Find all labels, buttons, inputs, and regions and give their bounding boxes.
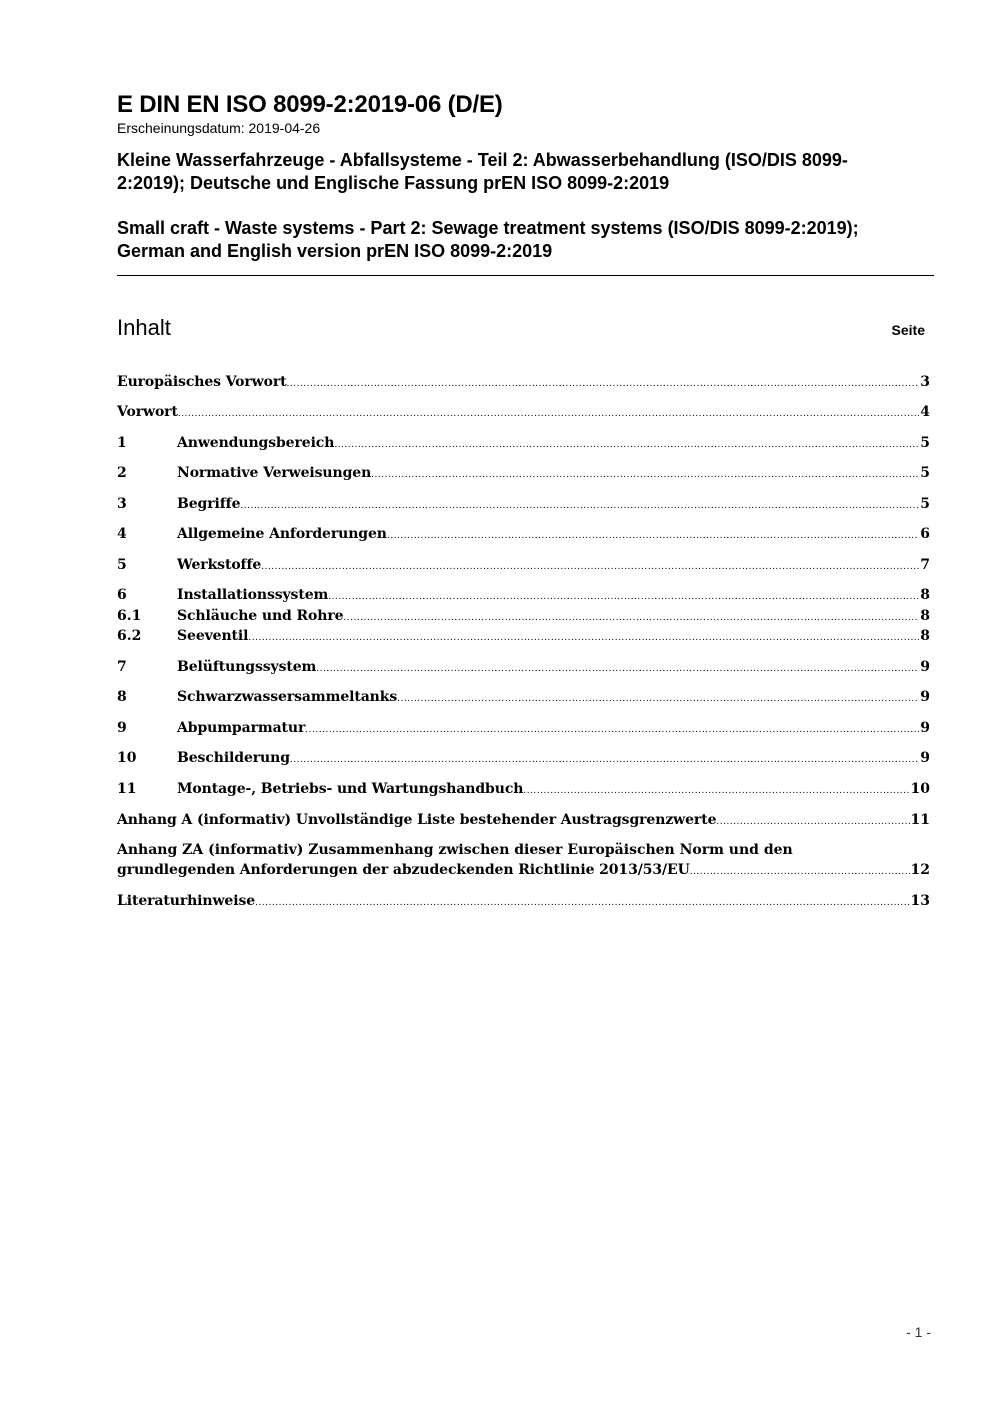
toc-entry[interactable] (117, 606, 930, 626)
toc-entry-text: Schläuche und Rohre (177, 608, 344, 624)
toc-entry-text: Vorwort (117, 404, 178, 420)
toc-entry-page: 8 (920, 608, 930, 624)
toc-entry-number: 6.1 (117, 608, 142, 624)
document-id: E DIN EN ISO 8099-2:2019-06 (D/E) (117, 91, 503, 118)
toc-entry[interactable] (117, 779, 930, 799)
toc-leader-dots (305, 718, 919, 738)
toc-leader-dots (716, 810, 909, 830)
toc-entry-page: 13 (910, 893, 930, 909)
toc-entry-page: 3 (920, 374, 930, 390)
toc-entry-text: Normative Verweisungen (177, 465, 372, 481)
toc-entry[interactable] (117, 626, 930, 646)
toc-entry-number: 1 (117, 435, 127, 451)
toc-entry-text: Werkstoffe (177, 557, 262, 573)
toc-entry[interactable] (117, 748, 930, 768)
toc-leader-dots (334, 433, 919, 453)
toc-leader-dots (343, 606, 919, 626)
toc-page-column-heading: Seite (891, 322, 925, 338)
toc-leader-dots (248, 626, 919, 646)
toc-entry[interactable] (117, 402, 930, 422)
toc-entry-page: 5 (920, 465, 930, 481)
toc-entry-text: Anwendungsbereich (177, 435, 335, 451)
toc-entry[interactable] (117, 860, 930, 880)
toc-entry-page: 7 (920, 557, 930, 573)
toc-entry[interactable] (117, 433, 930, 453)
toc-leader-dots (287, 372, 920, 392)
toc-entry-page: 12 (910, 862, 930, 878)
toc-entry-text: Anhang A (informativ) Unvollständige Liste bestehender Austragsgrenzwerte (117, 812, 717, 828)
toc-entry-text: Schwarzwassersammeltanks (177, 689, 398, 705)
toc-entry-page: 9 (920, 720, 930, 736)
toc-entry-page: 9 (920, 659, 930, 675)
toc-entry-page: 9 (920, 689, 930, 705)
toc-entry-number: 2 (117, 465, 127, 481)
toc-entry[interactable] (117, 494, 930, 514)
toc-entry-text: Europäisches Vorwort (117, 374, 287, 390)
publication-date: Erscheinungsdatum: 2019-04-26 (117, 120, 321, 136)
toc-heading: Inhalt (117, 315, 171, 340)
toc-entry-number: 3 (117, 496, 127, 512)
toc-leader-dots (178, 402, 919, 422)
title-german: Kleine Wasserfahrzeuge - Abfallsysteme - Teil 2: Abwasserbehandlung (ISO/DIS 8099-2:2019); Deutsche und Englische Fassung prEN ISO 8099-2:2019 (117, 150, 848, 193)
toc-entry-page: 4 (920, 404, 930, 420)
toc-leader-dots (690, 860, 910, 880)
toc-entry-text: Beschilderung (177, 750, 290, 766)
toc-entry-text: Begriffe (177, 496, 241, 512)
toc-entry-page: 6 (920, 526, 930, 542)
toc-entry[interactable] (117, 463, 930, 483)
toc-entry-text: Allgemeine Anforderungen (177, 526, 387, 542)
toc-entry[interactable] (117, 810, 930, 830)
toc-leader-dots (290, 748, 919, 768)
toc-leader-dots (371, 463, 919, 483)
toc-entry-page: 8 (920, 587, 930, 603)
toc-entry[interactable] (117, 372, 930, 392)
toc-entry[interactable] (117, 555, 930, 575)
toc-entry[interactable] (117, 891, 930, 911)
toc-leader-dots (261, 555, 919, 575)
toc-entry-text: Montage-, Betriebs- und Wartungshandbuch (177, 781, 524, 797)
toc-entry[interactable] (117, 657, 930, 677)
toc-entry-number: 6.2 (117, 628, 142, 644)
toc-entry-number: 6 (117, 587, 127, 603)
toc-entry-text: Abpumparmatur (177, 720, 306, 736)
toc-entry-number: 8 (117, 689, 127, 705)
toc-leader-dots (240, 494, 919, 514)
toc-leader-dots (328, 585, 919, 605)
toc-leader-dots (255, 891, 909, 911)
toc-entry-number: 4 (117, 526, 127, 542)
page-number: - 1 - (906, 1324, 931, 1340)
document-header (117, 90, 934, 263)
toc-entry-text: Installationssystem (177, 587, 329, 603)
toc-entry[interactable] (117, 524, 930, 544)
toc-entry-page: 11 (910, 812, 930, 828)
toc-entry-number: 11 (117, 781, 137, 797)
toc-entry-number: 5 (117, 557, 127, 573)
toc-entry-number: 7 (117, 659, 127, 675)
toc-entry-number: 9 (117, 720, 127, 736)
header-divider (117, 275, 934, 276)
toc-entry-page: 5 (920, 496, 930, 512)
toc-entry-number: 10 (117, 750, 137, 766)
toc-entry-page: 5 (920, 435, 930, 451)
toc-leader-dots (397, 687, 919, 707)
toc-entry-page: 8 (920, 628, 930, 644)
title-english: Small craft - Waste systems - Part 2: Sewage treatment systems (ISO/DIS 8099-2:2019); German and English version prEN ISO 8099-2:2019 (117, 218, 859, 261)
toc-entry[interactable] (117, 718, 930, 738)
toc-entry-text-line1: Anhang ZA (informativ) Zusammenhang zwischen dieser Europäischen Norm und den (117, 842, 793, 858)
toc-entry-page: 9 (920, 750, 930, 766)
toc-entry-text: Belüftungssystem (177, 659, 317, 675)
toc-entry[interactable] (117, 585, 930, 605)
toc-leader-dots (387, 524, 919, 544)
toc-leader-dots (316, 657, 919, 677)
toc-leader-dots (523, 779, 909, 799)
toc-entry-text: Seeventil (177, 628, 249, 644)
toc-entry-text: grundlegenden Anforderungen der abzudeckenden Richtlinie 2013/53/EU (117, 862, 690, 878)
toc-entry[interactable] (117, 687, 930, 707)
toc-entry-page: 10 (910, 781, 930, 797)
toc-entry-text: Literaturhinweise (117, 893, 256, 909)
